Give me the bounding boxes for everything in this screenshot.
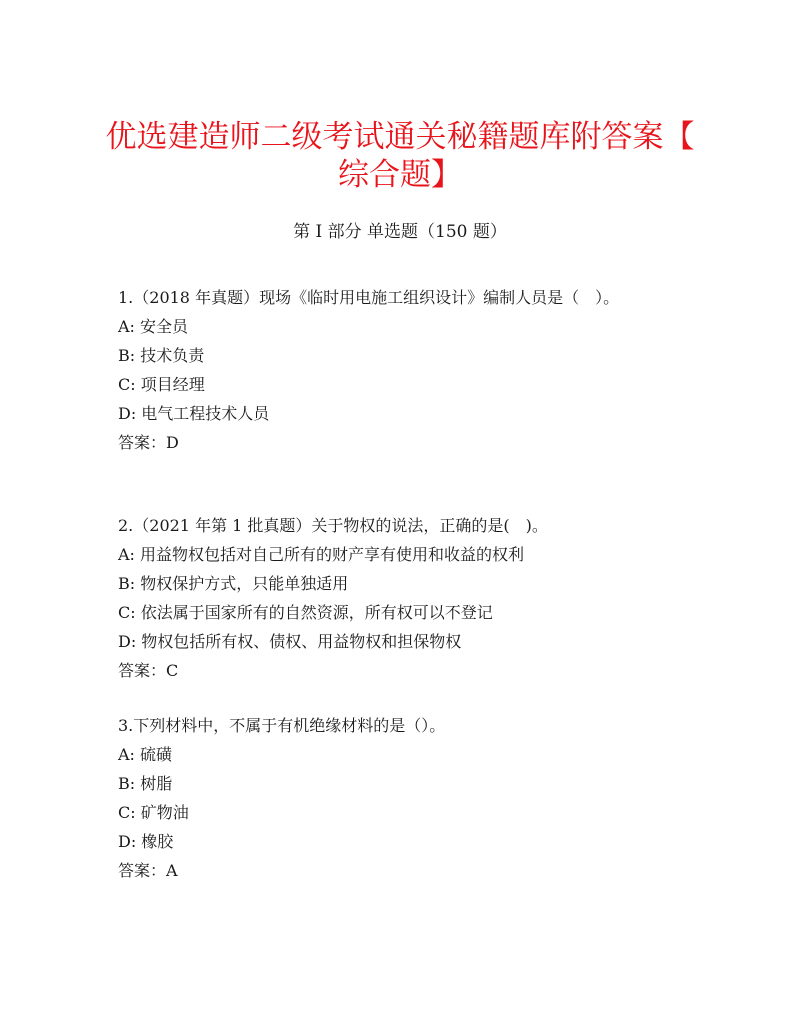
question-stem: 2.（2021 年第 1 批真题）关于物权的说法，正确的是( )。 [118,516,548,535]
option-c: C: 项目经理 [118,375,205,394]
option-b: B: 物权保护方式，只能单独适用 [118,574,349,593]
option-d: D: 电气工程技术人员 [118,404,270,423]
option-a: A: 安全员 [118,317,189,336]
option-c: C: 矿物油 [118,803,189,822]
option-c: C: 依法属于国家所有的自然资源，所有权可以不登记 [118,603,493,622]
question-stem: 3.下列材料中，不属于有机绝缘材料的是（）。 [118,716,446,735]
answer-line: 答案：A [118,861,178,880]
question-2 [118,511,678,685]
question-stem: 1.（2018 年真题）现场《临时用电施工组织设计》编制人员是（ ）。 [118,288,620,307]
option-d: D: 橡胶 [118,832,174,851]
option-b: B: 树脂 [118,774,173,793]
option-b: B: 技术负责 [118,346,205,365]
question-1 [118,283,678,457]
answer-line: 答案：D [118,433,179,452]
page-title [90,118,710,194]
answer-line: 答案：C [118,661,179,680]
section-heading: 第 I 部分 单选题（150 题） [293,222,507,242]
page-title-line-1: 优选建造师二级考试通关秘籍题库附答案【 [105,119,695,155]
page-title-line-2: 综合题】 [338,157,462,193]
question-3 [118,711,678,885]
option-a: A: 用益物权包括对自己所有的财产享有使用和收益的权利 [118,545,525,564]
option-a: A: 硫磺 [118,745,173,764]
option-d: D: 物权包括所有权、债权、用益物权和担保物权 [118,632,462,651]
